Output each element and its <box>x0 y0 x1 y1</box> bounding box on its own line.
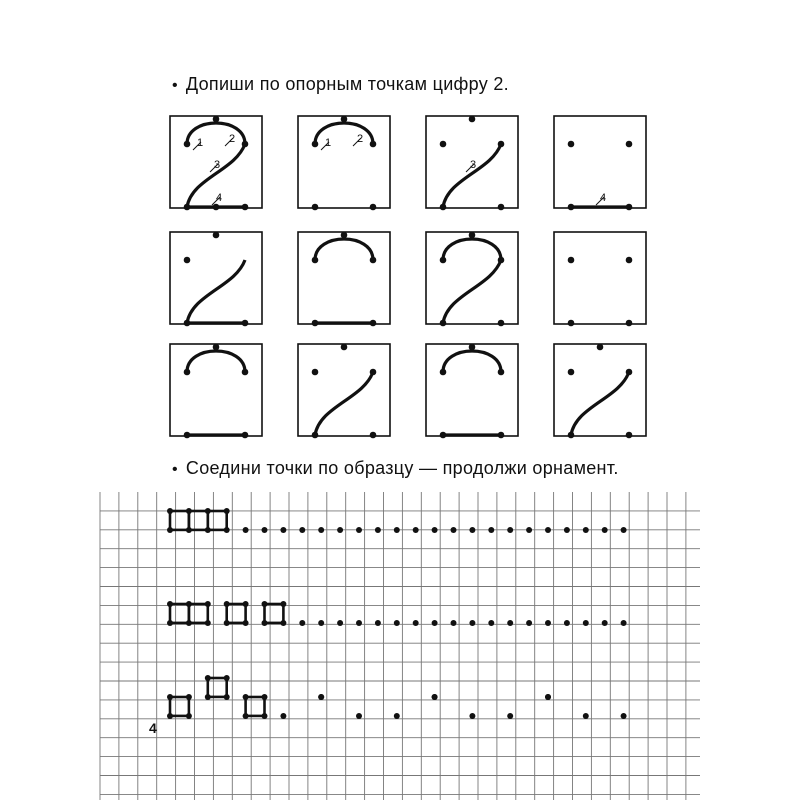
ornament-dot <box>488 527 494 533</box>
ornament-dot <box>280 527 286 533</box>
ornament-dot <box>621 620 627 626</box>
ornament-dot <box>545 694 551 700</box>
ornament-square <box>170 604 189 623</box>
ornament-row-3 <box>167 675 627 719</box>
ornament-dot <box>224 675 230 681</box>
ornament-dot <box>205 527 211 533</box>
ornament-dot <box>394 713 400 719</box>
ornament-dot <box>602 527 608 533</box>
ornament-square <box>265 604 284 623</box>
ornament-dot <box>280 620 286 626</box>
ornament-dot <box>280 713 286 719</box>
ornament-dot <box>394 620 400 626</box>
ornament-dot <box>356 620 362 626</box>
ornament-dot <box>167 694 173 700</box>
bullet-2: • <box>172 461 178 478</box>
ornament-square <box>189 511 208 530</box>
instruction-1-text: Допиши по опорным точкам цифру 2. <box>185 74 509 94</box>
stroke-order-number: 1 <box>197 137 204 149</box>
ornament-dot <box>262 601 268 607</box>
ornament-dot <box>224 527 230 533</box>
ornament-dot <box>432 694 438 700</box>
ornament-dot <box>243 713 249 719</box>
ornament-dot <box>243 601 249 607</box>
ornament-dot <box>583 713 589 719</box>
ornament-dot <box>243 620 249 626</box>
ornament-dot <box>224 620 230 626</box>
ornament-dot <box>262 713 268 719</box>
ornament-dot <box>167 620 173 626</box>
ornament-dot <box>186 694 192 700</box>
ornament-dot <box>583 620 589 626</box>
ornament-dot <box>318 694 324 700</box>
ornament-dot <box>432 527 438 533</box>
stroke-order-number: 3 <box>214 159 221 171</box>
ornament-dot <box>413 620 419 626</box>
ornament-dot <box>507 527 513 533</box>
ornament-dot <box>526 620 532 626</box>
ornament-dot <box>318 620 324 626</box>
ornament-dot <box>621 713 627 719</box>
ornament-dot <box>394 527 400 533</box>
ornament-dot <box>186 713 192 719</box>
ornament-dot <box>413 527 419 533</box>
ornament-dot <box>564 527 570 533</box>
ornament-dot <box>167 508 173 514</box>
graph-paper <box>100 492 700 800</box>
ornament-dot <box>205 694 211 700</box>
ornament-dot <box>186 508 192 514</box>
ornament-dot <box>262 694 268 700</box>
ornament-dot <box>507 713 513 719</box>
ornament-dot <box>299 620 305 626</box>
ornament-dot <box>564 620 570 626</box>
ornament-dot <box>337 620 343 626</box>
ornament-dot <box>356 713 362 719</box>
stroke-order-number: 3 <box>470 159 477 171</box>
ornament-dot <box>432 620 438 626</box>
ornament-dot <box>167 527 173 533</box>
ornament-dot <box>205 508 211 514</box>
ornament-dot <box>469 713 475 719</box>
ornament-dot <box>224 694 230 700</box>
stroke-order-number: 4 <box>216 192 223 204</box>
ornament-dot <box>280 601 286 607</box>
ornament-dot <box>205 620 211 626</box>
ornament-dot <box>451 527 457 533</box>
ornament-dot <box>224 601 230 607</box>
ornament-square <box>208 511 227 530</box>
ornament-dot <box>488 620 494 626</box>
ornament-dot <box>621 527 627 533</box>
ornament-dot <box>375 527 381 533</box>
ornament-dot <box>545 527 551 533</box>
ornament-dot <box>186 601 192 607</box>
ornament-dot <box>526 527 532 533</box>
ornament-dot <box>299 527 305 533</box>
stroke-order-number: 4 <box>600 192 607 204</box>
ornament-dot <box>356 527 362 533</box>
ornament-dot <box>451 620 457 626</box>
ornament-dot <box>205 601 211 607</box>
ornament-dot <box>337 527 343 533</box>
ornament-dot <box>243 527 249 533</box>
ornament-square <box>227 604 246 623</box>
bullet-1: • <box>172 77 178 94</box>
ornament-dot <box>262 527 268 533</box>
ornament-dot <box>262 620 268 626</box>
ornament-dot <box>186 620 192 626</box>
ornament-square <box>189 604 208 623</box>
ornament-dot <box>602 620 608 626</box>
ornament-dot <box>167 601 173 607</box>
ornament-square <box>170 511 189 530</box>
ornament-dot <box>375 620 381 626</box>
ornament-dot <box>545 620 551 626</box>
page-number: 4 <box>149 720 157 736</box>
instruction-2-text: Соедини точки по образцу — продолжи орнамент. <box>185 458 619 478</box>
ornament-dot <box>243 694 249 700</box>
stroke-order-number: 2 <box>357 133 364 145</box>
ornament-dot <box>224 508 230 514</box>
ornament-dot <box>507 620 513 626</box>
ornament-dot <box>186 527 192 533</box>
stroke-order-number: 1 <box>325 137 332 149</box>
ornament-row-2 <box>167 601 627 626</box>
ornament-dot <box>167 713 173 719</box>
ornament-dot <box>318 527 324 533</box>
ornament-dot <box>583 527 589 533</box>
stroke-order-number: 2 <box>229 133 236 145</box>
ornament-dot <box>205 675 211 681</box>
ornament-dot <box>469 620 475 626</box>
ornament-dot <box>469 527 475 533</box>
ornament-row-1 <box>167 508 627 533</box>
